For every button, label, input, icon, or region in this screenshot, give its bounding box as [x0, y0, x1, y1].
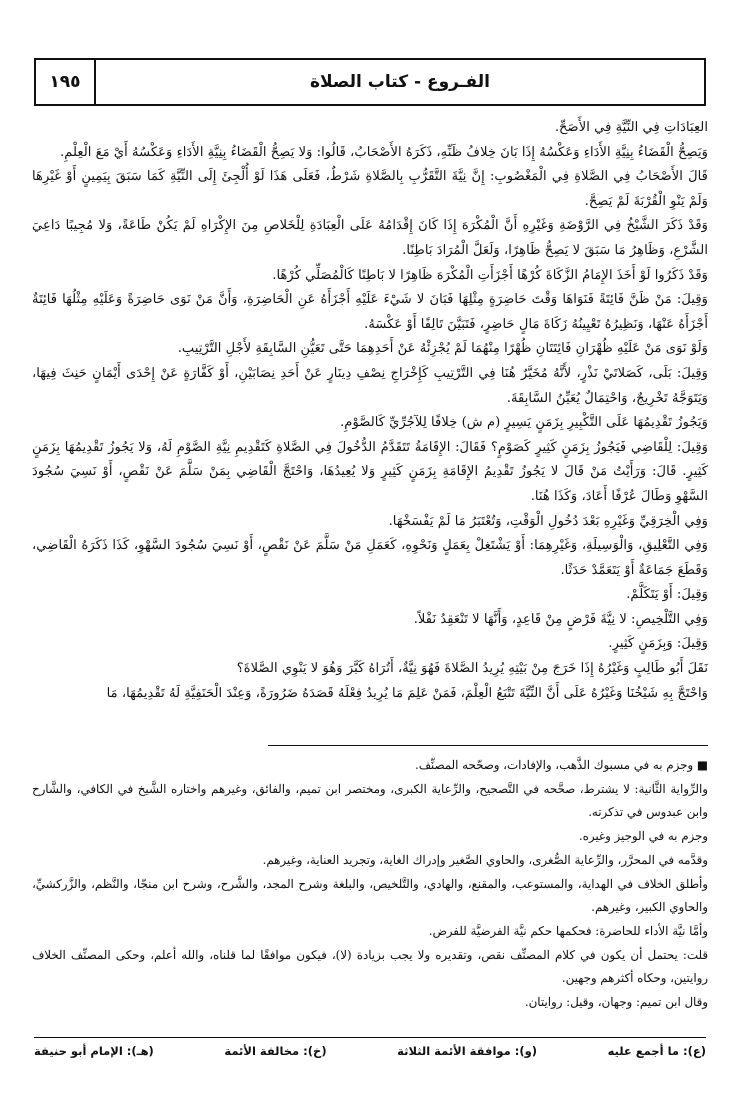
abbreviation-legend — [34, 1044, 706, 1066]
footnote-line — [32, 754, 708, 778]
paragraph: نَقَلَ أَبُو طَالِبٍ وَغَيْرُهُ إِذَا خَرَجَ مِنْ بَيْتِهِ يُرِيدُ الصَّلاةَ فَهُوَ نِيَّةٌ، أَتُرَاهُ كَبَّرَ وَهُوَ لا يَنْوِي الصَّلاةَ؟ — [236, 661, 708, 677]
footnote-text: وجزم به في مسبوك الذَّهب، والإفادات، وصحّحه المصنِّف. — [414, 758, 694, 772]
legend-item: (ع): ما أجمع عليه — [607, 1044, 706, 1058]
paragraph: وَقِيلَ: بَلَى، كَصَلاتَيْ نَذْرٍ، لأَنَّهُ مُخَيَّرٌ هُنَا فِي التَّرْتِيبِ كَإِخْرَاجِ نِصْفِ دِينَارٍ عَنْ أَحَدِ نِصَابَيْنِ، أَوْ كَفَّارَةٍ عَنْ إِحْدَى أَيْمَانٍ حَنِثَ فِيهَا، وَيَتَوَجَّهُ تَخْرِيجٌ، وَاحْتِمَالٌ يُعَيِّنُ السَّابِقَةَ. — [32, 365, 708, 406]
paragraph: قَالَ الأَصْحَابُ فِي الصَّلاةِ فِي الْمَغْصُوبِ: إِنَّ نِيَّةَ التَّقَرُّبِ بِالصَّلاةِ شَرْطٌ، فَعَلَى هَذَا لَوْ أُلْجِئَ إِلَى النِّيَّةِ كَمَا سَبَقَ بِيَمِينٍ أَوْ غَيْرِهَا وَلَمْ يَنْوِ الْقُرْبَةَ لَمْ يَصِحَّ. — [32, 169, 708, 209]
legend-item: (خ): مخالفة الأئمة — [224, 1044, 327, 1058]
footnote-marker: ■ — [696, 758, 708, 772]
paragraph: وَقِيلَ: لِلْقَاضِي فَيَجُوزُ بِزَمَنٍ كَثِيرٍ كَصَوْمٍ؟ فَقَالَ: الإِقَامَةُ تَتَقَدَّمُ الدُّخُولَ فِي الصَّلاةِ كَتَقْدِيمِ نِيَّةِ الصَّوْمِ لَهُ، وَلا يَجُوزُ تَقْدِيمُهَا بِزَمَنٍ كَثِيرٍ. قَالَ: وَرَأَيْتُ مَنْ قَالَ لا يَجُوزُ تَقْدِيمُ الإِقَامَةِ بِزَمَنٍ كَثِيرٍ وَلا يُعِيدُهَا، وَاحْتَجَّ الْقَاضِي بِمَنْ سَلَّمَ عَنْ نَقْصٍ، أَوْ نَسِيَ سُجُودَ السَّهْوِ وَطَالَ عُرْفًا أَعَادَ، وَكَذَا هُنَا. — [32, 439, 708, 504]
page-number: ١٩٥ — [36, 60, 96, 104]
footnote-divider — [268, 745, 708, 746]
page-header — [34, 58, 706, 106]
paragraph: وَقِيلَ: وَبِزَمَنٍ كَثِيرٍ. — [608, 636, 708, 652]
paragraph: وَاحْتَجَّ بِهِ شَيْخُنَا وَغَيْرُهُ عَلَى أَنَّ النِّيَّةَ تَتْبَعُ الْعِلْمَ، فَمَنْ عَلِمَ مَا يُرِيدُ فِعْلَهُ قَصَدَهُ ضَرُورَةً، وَعِنْدَ الْحَنَفِيَّةِ لَهُ تَقْدِيمُهَا، مَا — [106, 685, 708, 701]
paragraph: العِبَادَاتِ فِي النِّيَّةِ فِي الأَصَحِّ. — [554, 120, 708, 135]
main-text — [32, 116, 708, 706]
legend-item: (و): موافقة الأئمة الثلاثة — [397, 1044, 537, 1058]
footnote-line: وأمَّا نيَّة الأداء للحاضرة: فحكمها حكم نيَّة الفرضيَّة للفرض. — [428, 923, 708, 938]
footnote-line: وقال ابن تميم: وجهان، وقيل: روايتان. — [524, 995, 708, 1010]
footnote-line: وقدَّمه في المحرَّر، والرِّعاية الصُّغرى، والحاوي الصَّغير وإدراك الغاية، وتجريد العناية، وغيرهم. — [262, 852, 708, 867]
footnotes — [32, 754, 708, 1015]
paragraph: وَفِي التَّلْخِيصِ: لا نِيَّةَ فَرْضٍ مِنْ قَاعِدٍ، وَأَنَّهَا لا تَنْعَقِدُ نَفْلاً. — [413, 611, 708, 627]
footnote-line: والرِّواية الثَّانية: لا يشترط، صحَّحه في التَّصحيح، والرِّعاية الكبرى، ومختصر ابن تميم، والفائق، وغيرهم واختاره الشَّيخ في الكافي، والشَّارح وابن عبدوس في تذكرته. — [32, 781, 708, 820]
footnote-line: قلت: يحتمل أن يكون في كلام المصنِّف نقص، وتقديره ولا يجب بزيادة (لا)، فيكون موافقًا لما قلناه، والله أعلم، وحكى المصنِّف الخلاف روايتين، وحكاه أكثرهم وجهين. — [32, 947, 708, 986]
legend-item: (هـ): الإمام أبو حنيفة — [34, 1044, 154, 1058]
paragraph: وَقَدْ ذَكَرُوا لَوْ أَخَذَ الإِمَامُ الزَّكَاةَ كُرْهًا أَجْزَأَتِ الْمُكْرَهَ ظَاهِرًا لا بَاطِنًا كَالْمُصَلِّي كُرْهًا. — [272, 267, 708, 283]
page-title: الفـروع - كتاب الصلاة — [309, 72, 491, 92]
footnote-line: وجزم به في الوجيز وغيره. — [578, 829, 708, 844]
paragraph: وَقِيلَ: مَنْ ظَنَّ فَائِتَةً فَنَوَاهَا وَقْتَ حَاضِرَةٍ مِثْلِهَا فَبَانَ لا شَيْءَ عَلَيْهِ أَجْزَأَهُ عَنِ الْحَاضِرَةِ، وَأَنَّ مَنْ نَوَى حَاضِرَةً وَعَلَيْهِ مِثْلُهَا فَائِتَةٌ أَجْزَأَهُ عَنْهَا، وَنَظِيرُهُ تَعْيِينُهُ زَكَاةَ مَالٍ حَاضِرٍ، فَتَبَيَّنَ تَالِفًا أَوْ عَكْسَهُ. — [32, 292, 708, 332]
legend-divider — [34, 1037, 706, 1038]
paragraph: وَيَصِحُّ الْقَضَاءُ بِنِيَّةِ الأَدَاءِ وَعَكْسُهُ إِذَا بَانَ خِلافُ ظَنِّهِ، ذَكَرَهُ الأَصْحَابُ، قَالُوا: وَلا يَصِحُّ الْقَضَاءُ بِنِيَّةِ الأَدَاءِ وَعَكْسُهُ أَيْ مَعَ الْعِلْمِ. — [60, 144, 708, 160]
paragraph: وَقَدْ ذَكَرَ الشَّيْخُ فِي الرَّوْضَةِ وَغَيْرِهِ أَنَّ الْمُكْرَهَ إِذَا كَانَ إِقْدَامُهُ عَلَى الْعِبَادَةِ لِلْخَلاصِ مِنَ الإِكْرَاهِ لَمْ يَكُنْ طَاعَةً، وَلا مُجِيبًا دَاعِيَ الشَّرْعِ، وَظَاهِرُ مَا سَبَقَ لا يَصِحُّ ظَاهِرًا، وَلَعَلَّ الْمُرَادَ بَاطِنًا. — [32, 218, 708, 258]
paragraph: وَيَجُوزُ تَقْدِيمُهَا عَلَى التَّكْبِيرِ بِزَمَنٍ يَسِيرٍ (م ش) خِلافًا لِلآجُرِّيِّ كَالصَّوْمِ. — [340, 415, 708, 431]
paragraph: وَلَوْ نَوَى مَنْ عَلَيْهِ ظُهْرَانِ فَائِتَتَانِ ظُهْرًا مِنْهُمَا لَمْ يُجْزِئْهُ عَنْ أَحَدِهِمَا حَتَّى تَعَيُّنِ السَّابِقَةِ لأَجْلِ التَّرْتِيبِ. — [177, 341, 708, 357]
paragraph: وَقِيلَ: أَوْ يَتَكَلَّمْ. — [626, 587, 708, 603]
paragraph: وَفِي الْخِرَقِيِّ وَغَيْرِهِ بَعْدَ دُخُولِ الْوَقْتِ، وَتُعْتَبَرُ مَا لَمْ يَفْسَخْهَا. — [388, 513, 708, 529]
footnote-line: وأطلق الخلاف في الهداية، والمستوعب، والمقنع، والهادي، والتَّلخيص، والبلغة وشرح المجد، والشَّرح، وشرح ابن منجّا، والنَّظم، والزَّركشيِّ، والحاوي الكبير، وغيرهم. — [32, 876, 708, 915]
paragraph: وَفِي التَّعْلِيقِ، وَالْوَسِيلَةِ، وَغَيْرِهِمَا: أَوْ يَشْتَغِلْ بِعَمَلٍ وَنَحْوِهِ، كَعَمَلِ مَنْ سَلَّمَ عَنْ نَقْصٍ، أَوْ نَسِيَ سُجُودَ السَّهْوِ، كَذَا ذَكَرَهُ الْقَاضِي، وَقَطَعَ جَمَاعَةٌ أَوْ يَتَعَمَّدْ حَدَثًا. — [32, 538, 708, 578]
